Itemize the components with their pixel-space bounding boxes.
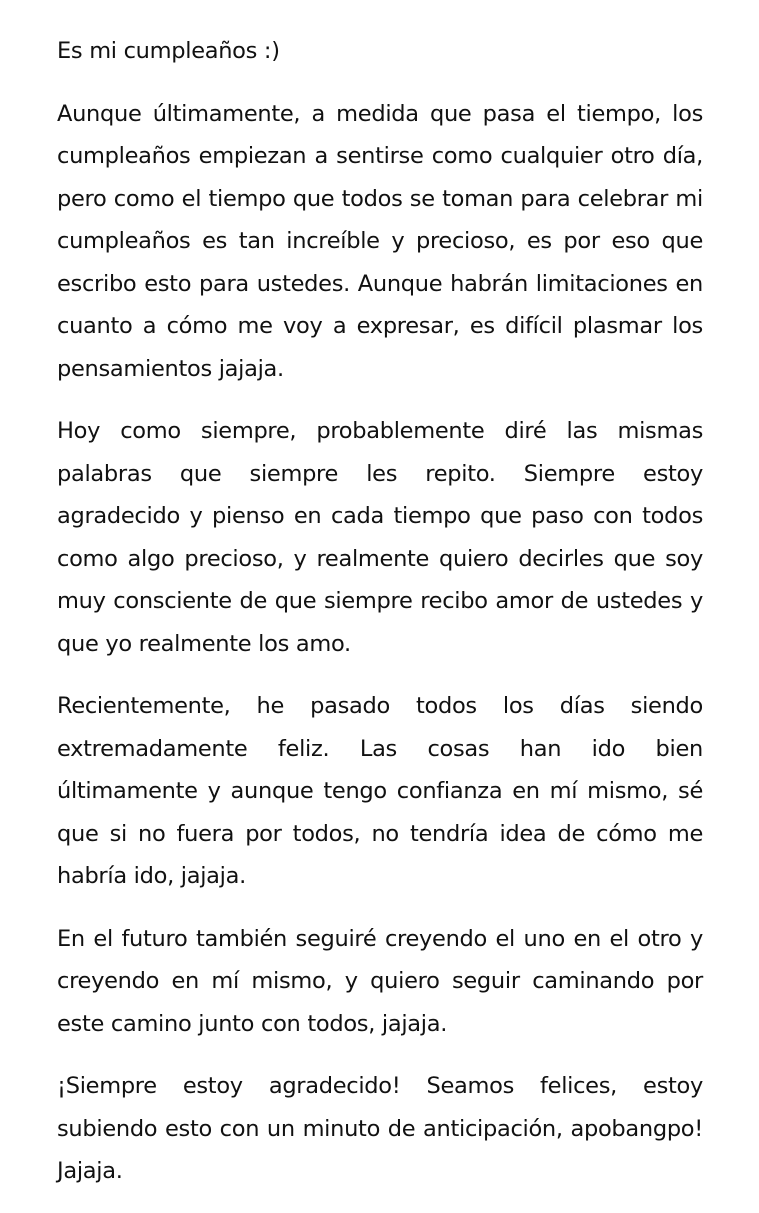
letter-document [57,30,703,1213]
letter-paragraph-1: Aunque últimamente, a medida que pasa el tiempo, los cumpleaños empiezan a sentirse como cualquier otro día, pero como el tiempo que todos se toman para celebrar mi cumpleaños es tan increíble y precioso, es por eso que escribo esto para ustedes. Aunque habrán limitaciones en cuanto a cómo me voy a expresar, es difícil plasmar los pensamientos jajaja. [57,100,703,382]
letter-paragraph-5: ¡Siempre estoy agradecido! Seamos felices, estoy subiendo esto con un minuto de anticipación, apobangpo! Jajaja. [57,1073,703,1184]
letter-paragraph-2: Hoy como siempre, probablemente diré las mismas palabras que siempre les repito. Siempre estoy agradecido y pienso en cada tiempo que paso con todos como algo precioso, y realmente quiero decirles que soy muy consciente de que siempre recibo amor de ustedes y que yo realmente los amo. [57,418,703,657]
letter-greeting: Es mi cumpleaños :) [57,38,280,64]
letter-paragraph-3: Recientemente, he pasado todos los días siendo extremadamente feliz. Las cosas han ido bien últimamente y aunque tengo confianza en mí mismo, sé que si no fuera por todos, no tendría idea de cómo me habría ido, jajaja. [57,693,703,889]
letter-paragraph-4: En el futuro también seguiré creyendo el uno en el otro y creyendo en mí mismo, y quiero seguir caminando por este camino junto con todos, jajaja. [57,925,703,1037]
